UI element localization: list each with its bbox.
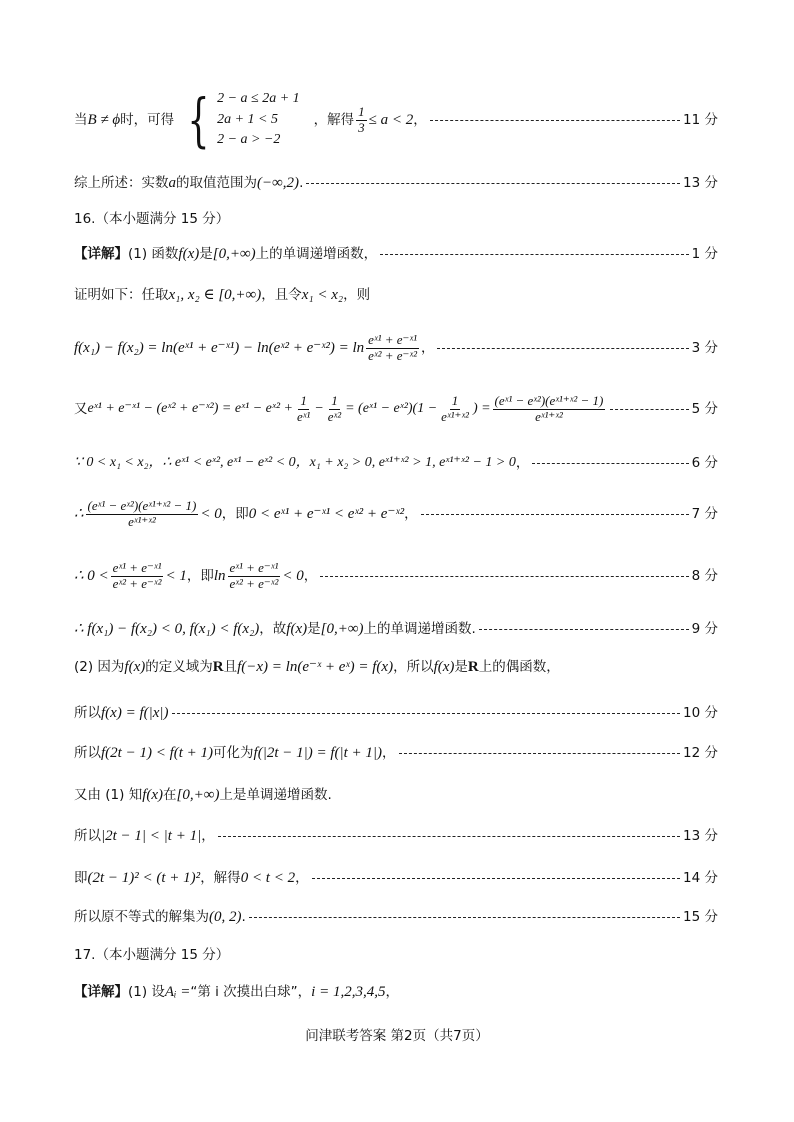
fraction: $\frac{\text{(eˣ¹ − eˣ²)(eˣ¹⁺ˣ² − 1)}}{\text{eˣ¹⁺ˣ²}}$ <box>494 392 604 424</box>
line-absolute-inequality <box>74 825 718 847</box>
math: B ≠ ϕ <box>87 112 121 128</box>
math: i = 1,2,3,4,5 <box>311 984 386 1000</box>
score: 13 分 <box>683 827 718 844</box>
text: 所以 <box>74 827 101 844</box>
math: Aᵢ = <box>164 984 191 1000</box>
line-because <box>74 452 718 474</box>
text: 上的偶函数， <box>478 658 560 675</box>
text: ， <box>413 111 427 128</box>
text: (1) 函数 <box>128 245 179 262</box>
math: f(−x) = ln(e⁻ˣ + eˣ) = f(x) <box>237 659 394 675</box>
dash-leader <box>172 713 681 714</box>
line-recall-monotonic <box>74 784 718 806</box>
system-row-1: 2 − a ≤ 2a + 1 <box>217 90 300 106</box>
text: ，且令 <box>261 286 302 303</box>
line-therefore-negative <box>74 494 718 534</box>
math: (2t − 1)² < (t + 1)² <box>87 870 201 886</box>
page-footer: 问津联考答案 第2页（共7页） <box>305 1028 489 1044</box>
line-q16-part2 <box>74 656 718 678</box>
text: (1) 设 <box>128 983 165 1000</box>
fraction: $\frac{1}{\text{eˣ¹}}$ <box>296 392 311 424</box>
heading: 16.（本小题满分 15 分） <box>74 210 230 227</box>
math: < 1 <box>165 568 187 584</box>
text: ， <box>515 454 530 471</box>
math: ∵ 0 < x₁ < x₂，∴ eˣ¹ < eˣ², eˣ¹ − eˣ² < 0，x₁ + x₂ > 0, eˣ¹⁺ˣ² > 1, eˣ¹⁺ˣ² − 1 > 0 <box>74 454 516 470</box>
text: 时，可得 <box>120 111 175 128</box>
text: 即 <box>74 869 88 886</box>
math: − <box>314 400 324 416</box>
math: f(x) <box>433 659 455 675</box>
text: 上是单调递增函数. <box>219 786 332 803</box>
dash-leader <box>479 629 689 630</box>
text: ， <box>404 505 418 522</box>
math: f(x₁) − f(x₂) = ln(eˣ¹ + e⁻ˣ¹) − ln(eˣ² + e⁻ˣ²) = ln <box>74 340 365 356</box>
text: . <box>299 174 304 191</box>
fraction: $\frac{\text{(eˣ¹ − eˣ²)(eˣ¹⁺ˣ² − 1)}}{\text{eˣ¹⁺ˣ²}}$ <box>87 497 197 529</box>
math: ln <box>213 568 226 584</box>
dash-leader <box>306 183 680 184</box>
text: 且 <box>223 658 238 675</box>
dash-leader <box>437 348 688 349</box>
line-expansion <box>74 389 718 429</box>
text: 可化为 <box>213 744 254 761</box>
score: 3 分 <box>691 339 718 356</box>
math: ∴ f(x₁) − f(x₂) < 0, f(x₁) < f(x₂) <box>74 621 260 637</box>
math: 0 < eˣ¹ + e⁻ˣ¹ < eˣ² + e⁻ˣ² <box>248 506 405 522</box>
text: (2) 因为 <box>74 658 125 675</box>
fraction: $\frac{\text{eˣ¹ + e⁻ˣ¹}}{\text{eˣ² + e⁻ˣ²}}$ <box>229 559 279 591</box>
dash-leader <box>380 254 688 255</box>
text: 又 <box>74 400 88 417</box>
text: 当 <box>74 111 88 128</box>
text: 上的单调递增函数. <box>363 620 476 637</box>
text: 所以原不等式的解集为 <box>74 908 209 925</box>
line-ratio <box>74 556 718 596</box>
line-even-identity <box>74 702 718 724</box>
dash-leader <box>312 878 680 879</box>
question-17-heading <box>74 944 718 966</box>
tag: 【详解】 <box>74 983 128 1000</box>
text: ，解得 <box>313 111 355 128</box>
math: eˣ¹ + e⁻ˣ¹ − (eˣ² + e⁻ˣ²) = eˣ¹ − eˣ² + <box>87 400 293 416</box>
fraction: $\frac{1}{\text{eˣ²}}$ <box>327 392 342 424</box>
tag: 【详解】 <box>74 245 128 262</box>
text: ，则 <box>343 286 371 303</box>
math: a <box>168 175 176 191</box>
fraction: $\frac{1}{3}$ <box>358 103 365 135</box>
score: 6 分 <box>691 454 718 471</box>
math: (−∞,2) <box>257 175 300 191</box>
math: x₁ < x₂ <box>301 287 344 303</box>
math: [0,+∞) <box>176 787 220 803</box>
score: 14 分 <box>683 869 718 886</box>
line-difference <box>74 328 718 368</box>
score: 13 分 <box>683 174 718 191</box>
math: ≤ a < 2 <box>368 112 414 128</box>
math: f(x) <box>142 787 164 803</box>
line-proof-start <box>74 284 718 306</box>
math: [0,+∞) <box>212 246 256 262</box>
fraction: $\frac{\text{eˣ¹ + e⁻ˣ¹}}{\text{eˣ² + e⁻ˣ²}}$ <box>368 331 417 363</box>
dash-leader <box>320 576 688 577</box>
brace-system: { 2 − a ≤ 2a + 1 2a + 1 < 5 2 − a > −2 <box>187 85 300 154</box>
text: ，即 <box>221 505 249 522</box>
dash-leader <box>532 463 688 464</box>
dash-leader <box>610 409 688 410</box>
dash-leader <box>218 836 680 837</box>
text: 又由 (1) 知 <box>74 786 143 803</box>
score: 15 分 <box>683 908 718 925</box>
text: 的定义域为 <box>145 658 213 675</box>
math: f(x) <box>178 246 200 262</box>
score: 8 分 <box>691 567 718 584</box>
fraction: $\frac{\text{eˣ¹ + e⁻ˣ¹}}{\text{eˣ² + e⁻ˣ²}}$ <box>112 559 162 591</box>
text: 是 <box>199 245 213 262</box>
text: 上的单调递增函数， <box>255 245 378 262</box>
text: ，解得 <box>200 869 241 886</box>
math: [0,+∞) <box>320 621 364 637</box>
math: ) = <box>472 400 491 416</box>
text: ， <box>382 744 396 761</box>
text: 所以 <box>74 744 101 761</box>
text: ， <box>420 339 435 356</box>
dash-leader <box>430 120 680 121</box>
line-q17-part1 <box>74 981 718 1003</box>
math: < 0 <box>200 506 222 522</box>
heading: 17.（本小题满分 15 分） <box>74 946 230 963</box>
math: ∴ 0 < <box>74 568 109 584</box>
question-16-heading <box>74 208 718 230</box>
system-row-2: 2a + 1 < 5 <box>217 111 278 127</box>
line-q16-part1 <box>74 243 718 265</box>
math: R <box>467 659 479 675</box>
score: 7 分 <box>691 505 718 522</box>
text: ，即 <box>186 567 214 584</box>
line-case-b-nonempty <box>74 85 718 154</box>
text: ， <box>303 567 318 584</box>
math: < 0 <box>282 568 304 584</box>
score: 9 分 <box>691 620 718 637</box>
text: 在 <box>163 786 177 803</box>
text: ， <box>385 983 399 1000</box>
text: 所以 <box>74 704 101 721</box>
dash-leader <box>421 514 689 515</box>
score: 5 分 <box>691 400 718 417</box>
math: x₁, x₂ ∈ [0,+∞) <box>168 287 262 303</box>
text: 综上所述：实数 <box>74 174 169 191</box>
text: ，所以 <box>393 658 434 675</box>
score: 1 分 <box>691 245 718 262</box>
score: 11 分 <box>683 111 718 128</box>
fraction: $\frac{1}{\text{eˣ¹⁺ˣ²}}$ <box>441 392 469 424</box>
math: |2t − 1| < |t + 1| <box>101 828 202 844</box>
dash-leader <box>249 917 680 918</box>
text: ， <box>295 869 309 886</box>
math: (0, 2) <box>209 909 242 925</box>
text: ， <box>201 827 215 844</box>
line-monotonic-conclusion <box>74 618 718 640</box>
math: R <box>212 659 224 675</box>
text: ，故 <box>259 620 287 637</box>
system-row-3: 2 − a > −2 <box>217 132 281 148</box>
text: 的取值范围为 <box>176 174 257 191</box>
math: ∴ <box>74 506 84 522</box>
line-conclusion-a <box>74 172 718 194</box>
line-transform <box>74 742 718 764</box>
text: 是 <box>307 620 321 637</box>
math: f(|2t − 1|) = f(|t + 1|) <box>253 745 383 761</box>
line-solution-set <box>74 906 718 928</box>
line-squared <box>74 867 718 889</box>
text: 是 <box>454 658 468 675</box>
math: f(x) = f(|x|) <box>101 705 169 721</box>
math: f(x) <box>286 621 308 637</box>
math: 0 < t < 2 <box>240 870 296 886</box>
dash-leader <box>399 753 680 754</box>
score: 10 分 <box>683 704 718 721</box>
math: f(2t − 1) < f(t + 1) <box>101 745 214 761</box>
text: . <box>241 908 246 925</box>
text: “第 i 次摸出白球”， <box>190 983 312 1000</box>
score: 12 分 <box>683 744 718 761</box>
math: = (eˣ¹ − eˣ²)(1 − <box>345 400 438 416</box>
text: 证明如下：任取 <box>74 286 169 303</box>
math: f(x) <box>124 659 146 675</box>
